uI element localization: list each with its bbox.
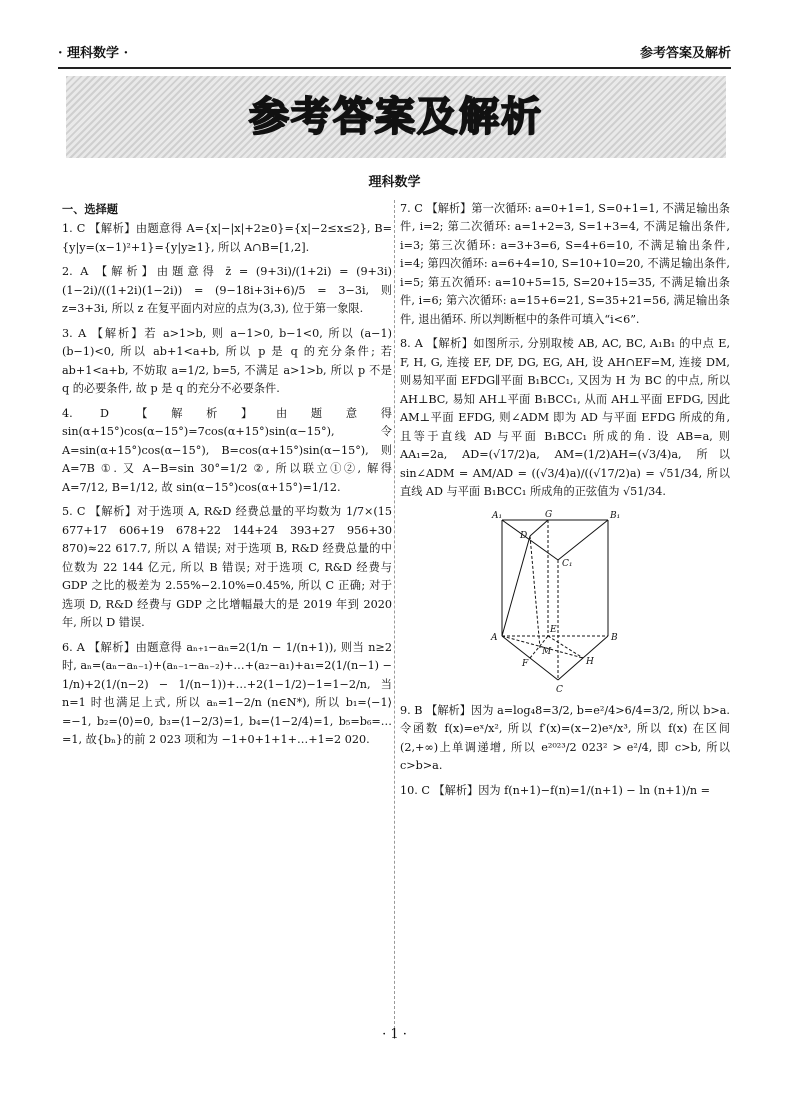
page-header (58, 40, 731, 69)
right-column (400, 200, 730, 806)
question-3: 3. A 【解析】若 a>1>b, 则 a−1>0, b−1<0, 所以 (a−1)(b−1)<0, 所以 ab+1<a+b, 所以 p 是 q 的充分条件; 若 ab+1<a+b, 不妨取 a=1/2, b=5, 不满足 a>1>b, 所以 p 不是 q 的必要条件, 故 p 是 q 的充分不必要条件. (62, 326, 392, 396)
question-5: 5. C 【解析】对于选项 A, R&D 经费总量的平均数为 1/7×(15 677+17 606+19 678+22 144+24 393+27 956+30 870)≈22 617.7, 所以 A 错误; 对于选项 B, R&D 经费总量的中位数为 22 144 亿元, 所以 B 错误; 对于选项 C, R&D 经费与 GDP 之比的极差为 2.55%−2.10%=0.45%, 所以 C 正确; 对于选项 D, R&D 经费与 GDP 之比增幅最大的是 2019 年到 2020 年, 所以 D 错误. (62, 505, 392, 630)
prism-figure (490, 508, 640, 698)
fig-label-f: F (522, 658, 529, 669)
fig-label-m: M (542, 646, 552, 657)
question-6: 6. A 【解析】由题意得 aₙ₊₁−aₙ=2(1/n − 1/(n+1)), 则当 n≥2 时, aₙ=(aₙ−aₙ₋₁)+(aₙ₋₁−aₙ₋₂)+…+(a₂−a₁)+a₁=2(1/(n−1) − 1/n)+2(1/(n−2) − 1/(n−1))+…+2(1−1/2)−1=1−2/n, 当 n=1 时也满足上式, 所以 aₙ=1−2/n (n∈N*), 所以 b₁=⟨−1⟩=−1, b₂=⟨0⟩=0, b₃=⟨1−2/3⟩=1, b₄=⟨1−2/4⟩=1, b₅=b₆=…=1, 故{bₙ}的前 2 023 项和为 −1+0+1+1+…+1=2 020. (62, 640, 392, 747)
fig-label-b: B (611, 632, 618, 643)
fig-label-b1: B₁ (610, 510, 621, 521)
question-2: 2. A 【解析】由题意得 z̄ = (9+3i)/(1+2i) = (9+3i)(1−2i)/((1+2i)(1−2i)) = (9−18i+3i+6)/5 = 3−3i, 则 z=3+3i, 所以 z 在复平面内对应的点为(3,3), 位于第一象限. (62, 265, 392, 316)
question-9: 9. B 【解析】因为 a=log₄8=3/2, b=e²/4>6/4=3/2, 所以 b>a. 令函数 f(x)=eˣ/x², 所以 f′(x)=(x−2)eˣ/x³, 所以 f(x) 在区间(2,+∞)上单调递增, 所以 e²⁰²³/2 023² > e²/4, 即 c>b, 所以 c>b>a. (400, 703, 730, 773)
title-banner (66, 76, 726, 158)
header-left: · 理科数学 · (58, 45, 129, 61)
question-1: 1. C 【解析】由题意得 A={x|−|x|+2≥0}={x|−2≤x≤2}, B={y|y=(x−1)²+1}={y|y≥1}, 所以 A∩B=[1,2]. (62, 222, 392, 254)
page-number: · 1 · (382, 1026, 407, 1042)
fig-label-c: C (556, 684, 563, 695)
fig-label-a: A (491, 632, 498, 643)
column-divider (394, 200, 395, 1039)
question-4: 4. D 【解析】由题意得 sin(α+15°)cos(α−15°)=7cos(α+15°)sin(α−15°), 令 A=sin(α+15°)cos(α−15°), B=cos(α+15°)sin(α−15°), 则 A=7B ①. 又 A−B=sin 30°=1/2 ②, 所以联立①②, 解得 A=7/12, B=1/12, 故 sin(α−15°)cos(α+15°)=1/12. (62, 406, 392, 494)
fig-label-e: E (550, 624, 557, 635)
banner-title: 参考答案及解析 (249, 94, 543, 140)
question-10: 10. C 【解析】因为 f(n+1)−f(n)=1/(n+1) − ln (n+1)/n = (400, 783, 711, 797)
fig-label-d: D (520, 530, 528, 541)
left-column (62, 200, 392, 756)
fig-label-c1: C₁ (562, 558, 573, 569)
fig-label-a1: A₁ (492, 510, 503, 521)
question-8: 8. A 【解析】如图所示, 分别取棱 AB, AC, BC, A₁B₁ 的中点 E, F, H, G, 连接 EF, DF, DG, EG, AH, 设 AH∩EF=M, 连接 DM, 则易知平面 EFDG∥平面 B₁BCC₁, 又因为 H 为 BC 的中点, 所以 AH⊥BC, 易知 AH⊥平面 B₁BCC₁, 从而 AH⊥平面 EFDG, 因此 AM⊥平面 EFDG, 则∠ADM 即为 AD 与平面 EFDG 所成的角, 且等于直线 AD 与平面 B₁BCC₁ 所成的角. 设 AB=a, 则 AA₁=2a, AD=(√17/2)a, AM=(1/2)AH=(√3/4)a, 所以 sin∠ADM = AM/AD = ((√3/4)a)/((√17/2)a) = √51/34, 所以直线 AD 与平面 B₁BCC₁ 所成角的正弦值为 √51/34. (400, 337, 730, 499)
question-7: 7. C 【解析】第一次循环: a=0+1=1, S=0+1=1, 不满足输出条件, i=2; 第二次循环: a=1+2=3, S=1+3=4, 不满足输出条件, i=3; 第三次循环: a=3+3=6, S=4+6=10, 不满足输出条件, i=4; 第四次循环: a=6+4=10, S=10+10=20, 不满足输出条件, i=5; 第五次循环: a=10+5=15, S=20+15=35, 不满足输出条件, i=6; 第六次循环: a=15+6=21, S=35+21=56, 满足输出条件, 退出循环. 所以判断框中的条件可填入“i<6”. (400, 202, 730, 326)
section-heading: 一、选择题 (62, 202, 118, 216)
subtitle: 理科数学 (368, 175, 421, 190)
header-right: 参考答案及解析 (639, 45, 731, 61)
fig-label-h: H (586, 656, 594, 667)
fig-label-g: G (545, 509, 553, 520)
